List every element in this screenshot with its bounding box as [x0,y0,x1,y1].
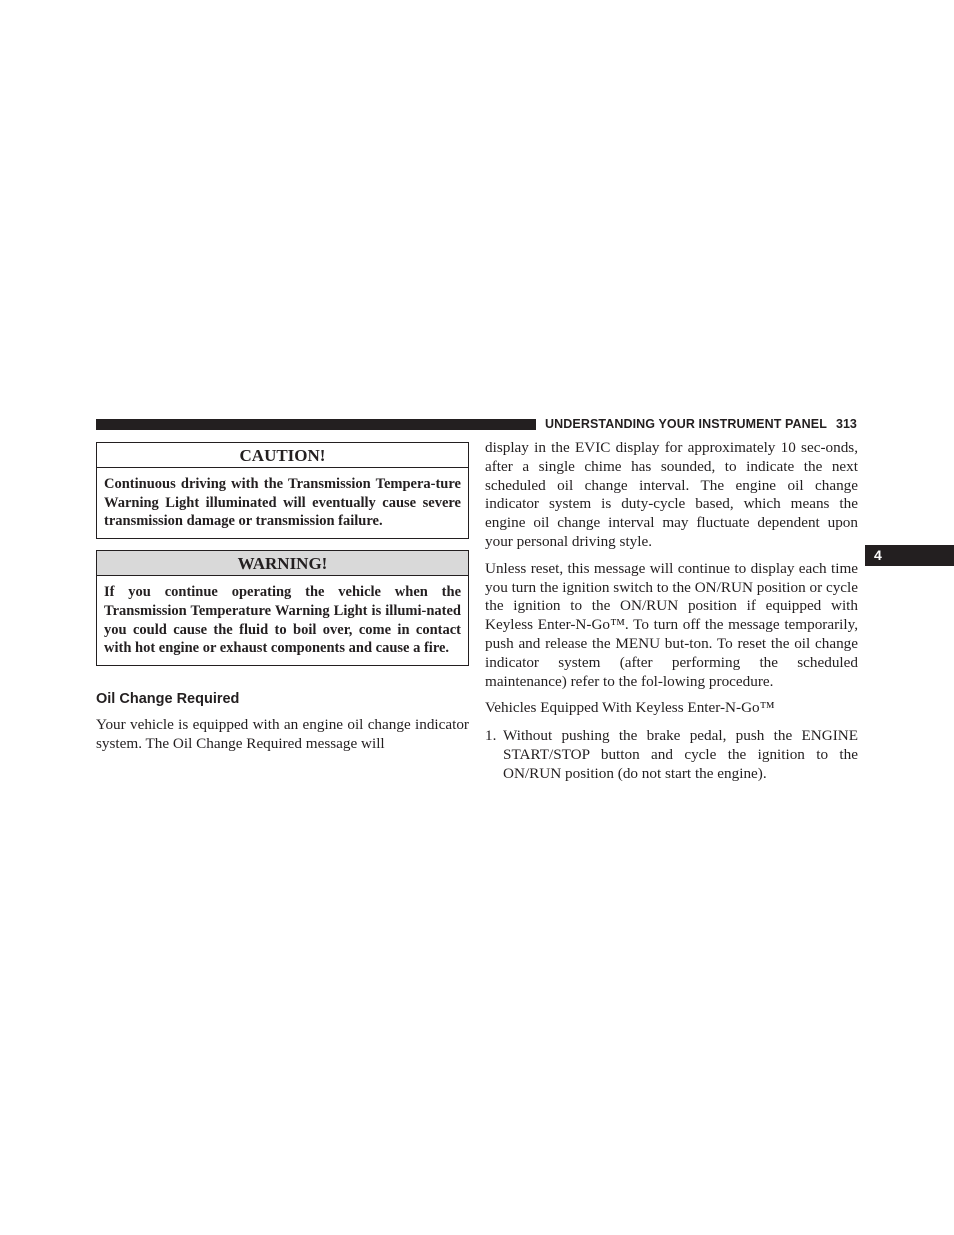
procedure-step [485,727,858,783]
warning-box [96,550,469,666]
warning-title: WARNING! [97,551,468,576]
caution-title: CAUTION! [97,443,468,468]
chapter-number: 4 [874,547,882,563]
step-text: Without pushing the brake pedal, push the ENGINE START/STOP button and cycle the ignition to the ON/RUN position (do not start the engine). [503,727,858,782]
section-heading: Oil Change Required [96,690,240,707]
procedure-subheading: Vehicles Equipped With Keyless Enter-N-Go™ [485,699,775,717]
page-number: 313 [836,417,857,431]
caution-box [96,442,469,539]
running-header-title: UNDERSTANDING YOUR INSTRUMENT PANEL [545,417,827,431]
step-number: 1. [485,727,497,745]
intro-paragraph: Your vehicle is equipped with an engine oil change indicator system. The Oil Change Required message will [96,715,469,752]
chapter-tab [865,545,954,566]
warning-text: If you continue operating the vehicle when the Transmission Temperature Warning Light is illumi-nated you could cause the fluid to boil over, come in contact with hot engine or exhaust components and cause a fire. [104,584,461,657]
header-rule [96,419,536,430]
continuation-paragraph: display in the EVIC display for approximately 10 sec-onds, after a single chime has sounded, to indicate the next scheduled oil change interval. The engine oil change indicator system is duty-cycle based, which means the engine oil change interval may fluctuate dependent upon your personal driving style. [485,439,858,550]
reset-paragraph: Unless reset, this message will continue to display each time you turn the ignition switch to the ON/RUN position or cycle the ignition to the ON/RUN position if equipped with Keyless Enter-N-Go™. To turn off the message temporarily, push and release the MENU but-ton. To reset the oil change indicator system (after performing the scheduled maintenance) refer to the fol-lowing procedure. [485,559,858,690]
caution-text: Continuous driving with the Transmission Tempera-ture Warning Light illuminated will eventually cause severe transmission damage or transmission failure. [104,476,461,530]
right-column [485,439,858,784]
left-column [96,442,469,762]
